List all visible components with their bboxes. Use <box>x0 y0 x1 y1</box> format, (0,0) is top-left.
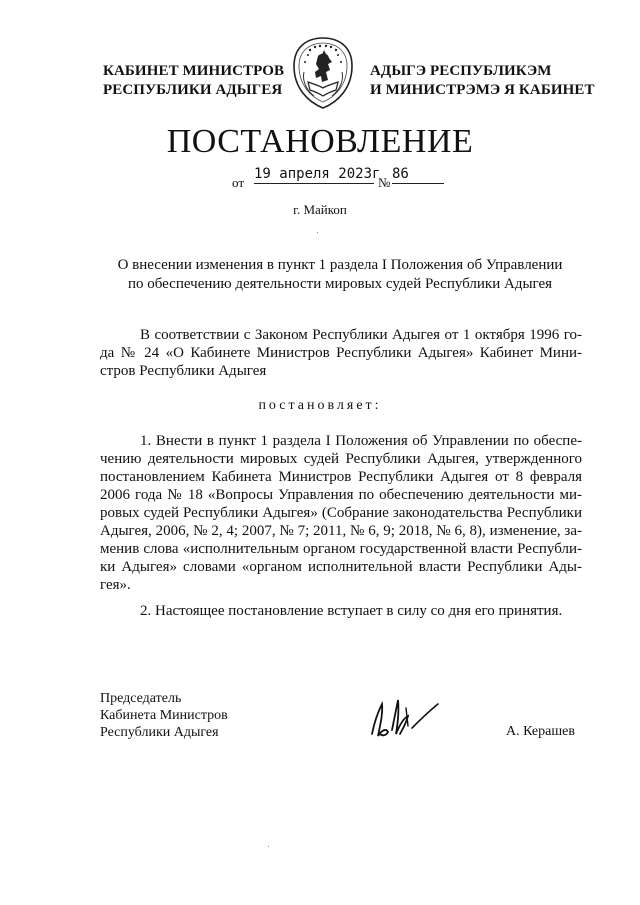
header-left <box>103 62 293 100</box>
header-right-line2: И МИНИСТРЭМЭ Я КАБИНЕТ <box>370 82 595 98</box>
preamble <box>100 326 582 380</box>
item-1-line: 1. Внести в пункт 1 раздела I Положения об Управлении по обеспе- <box>140 433 582 449</box>
preamble-line: В соответствии с Законом Республики Адыгея от 1 октября 1996 го- <box>140 327 582 343</box>
document-date: 19 апреля 2023г <box>254 166 381 182</box>
signatory-title <box>100 690 228 741</box>
header-right-line1: АДЫГЭ РЕСПУБЛИКЭМ <box>370 63 552 79</box>
document-number: 86 <box>392 166 444 184</box>
item-1-line: чению деятельности мировых судей Республики Адыгея, утвержденного <box>100 451 582 467</box>
item-2-line: 2. Настоящее постановление вступает в силу со дня его принятия. <box>140 603 563 619</box>
document-title: ПОСТАНОВЛЕНИЕ <box>166 123 474 160</box>
subject-line1: О внесении изменения в пункт 1 раздела I Положения об Управлении <box>117 257 563 273</box>
signer-name: А. Керашев <box>506 724 575 739</box>
header-right <box>370 62 600 100</box>
item-1-line: 2006 года № 18 «Вопросы Управления по обеспечению деятельности ми- <box>100 487 582 503</box>
number-sign: № <box>378 175 391 190</box>
subject-line2: по обеспечению деятельности мировых судей Республики Адыгея <box>127 276 553 292</box>
signatory-line1: Председатель <box>100 691 182 706</box>
handwritten-signature-icon <box>368 694 442 742</box>
city: г. Майкоп <box>293 202 347 217</box>
header-left-line2: РЕСПУБЛИКИ АДЫГЕЯ <box>103 82 283 98</box>
scan-speck <box>268 846 269 847</box>
decree-word: постановляет: <box>258 398 382 413</box>
preamble-line: стров Республики Адыгея <box>100 363 267 379</box>
item-1-line: постановлением Кабинета Министров Республики Адыгея от 8 февраля <box>100 469 582 485</box>
header-left-line1: КАБИНЕТ МИНИСТРОВ <box>103 63 285 79</box>
item-1-line: ровых судей Республики Адыгея» (Собрание законодательства Республики <box>100 505 582 521</box>
signatory-line3: Республики Адыгея <box>100 725 219 740</box>
item-1-line: ки Адыгея» словами «органом исполнительной власти Республики Ады- <box>100 559 582 575</box>
item-1-line: гея». <box>100 577 131 593</box>
item-1-line: менив слова «исполнительным органом государственной власти Республи- <box>100 541 582 557</box>
subject <box>100 256 580 294</box>
item-1-line: Адыгея, 2006, № 2, 4; 2007, № 7; 2011, № 6, 9; 2018, № 6, 8), изменение, за- <box>100 523 582 539</box>
item-1 <box>100 432 582 594</box>
preamble-line: да № 24 «О Кабинете Министров Республики Адыгея» Кабинет Мини- <box>100 345 582 361</box>
signatory-line2: Кабинета Министров <box>100 708 228 723</box>
item-2 <box>100 602 582 620</box>
coat-of-arms-icon <box>288 36 358 112</box>
date-prefix: от <box>232 175 245 190</box>
scan-speck <box>317 232 318 233</box>
